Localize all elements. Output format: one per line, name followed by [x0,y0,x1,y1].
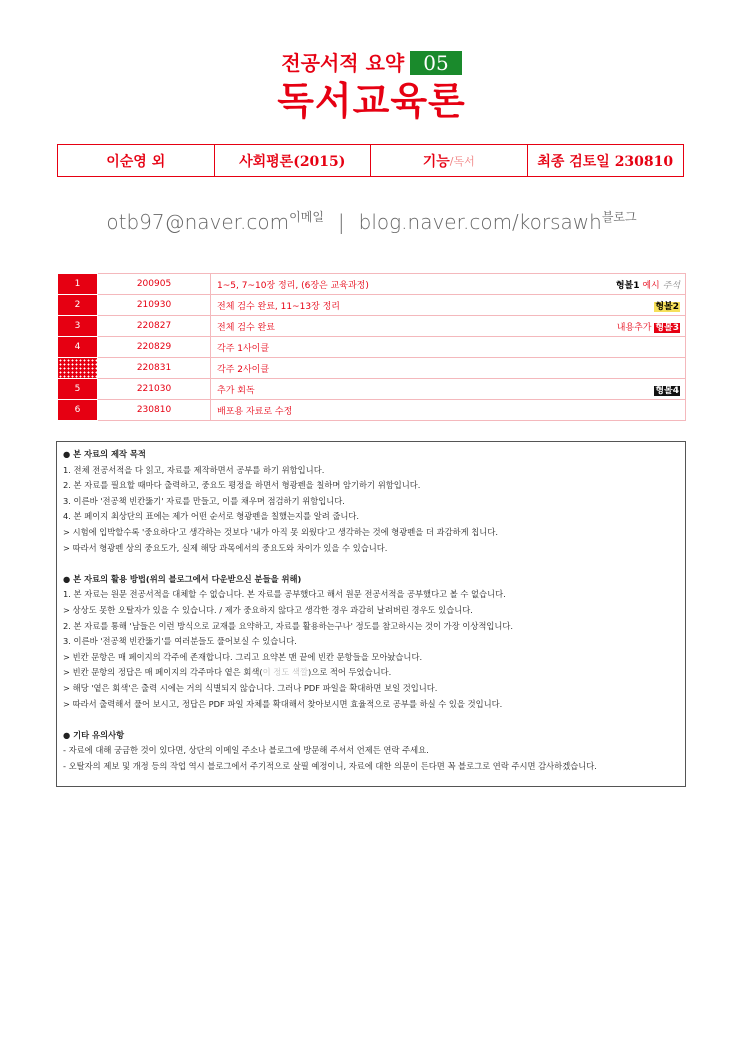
review-date-cell: 최종 검토일 230810 [527,145,684,176]
volume-number: 05 [410,51,461,75]
contact-separator: | [337,210,345,234]
note-line: 4. 본 페이지 최상단의 표에는 제가 어떤 순서로 형광펜을 칠했는지를 알려 줍니다. [63,511,360,522]
note-line: > 빈칸 문항은 매 페이지의 각주에 존재합니다. 그리고 요약본 맨 끝에 빈칸 문항들을 모아놨습니다. [63,651,423,662]
row-desc-text: 전체 검수 완료 [217,322,275,333]
note-line: - 자료에 대해 궁금한 것이 있다면, 상단의 이메일 주소나 블로그에 방문해 주셔서 언제든 연락 주세요. [63,745,429,756]
section-heading-usage: ● 본 자료의 활용 방법(위의 블로그에서 다운받으신 분들을 위해) [63,573,302,584]
blog-label: 블로그 [601,210,637,224]
category-cell [370,145,527,176]
email-link[interactable]: otb97@naver.com [106,210,290,234]
spacer [63,556,679,572]
table-row [58,358,686,379]
note-text: > 빈칸 문항의 정답은 매 페이지의 각주마다 옅은 회색( [63,667,263,678]
tag-note: 주석 [662,281,680,291]
note-line: - 오탈자의 제보 및 개정 등의 작업 역시 블로그에서 주기적으로 살필 예정이니, 자료에 대한 의문이 든다면 꼭 블로그로 연락 주시면 감사하겠습니다. [63,760,597,771]
row-index: 1 [58,274,98,295]
publisher-cell: 사회평론(2015) [214,145,371,176]
notes-box [56,441,686,787]
table-row [58,295,686,316]
row-date: 221030 [98,379,211,400]
row-index [58,358,98,379]
gray-sample-text: 이 정도 색깔 [262,667,308,678]
row-index: 2 [58,295,98,316]
note-line: > 상상도 못한 오탈자가 있을 수 있습니다. / 제가 중요하지 않다고 생각한 경우 과감히 날려버린 경우도 있습니다. [63,604,473,615]
row-desc [211,316,686,337]
note-line: > 시험에 입박할수록 '중요하다'고 생각하는 것보다 '내가 아직 못 외웠다'고 생각하는 것에 형광펜을 더 과감하게 칩니다. [63,526,498,537]
note-line [63,665,679,681]
row-desc-text: 추가 회독 [217,385,255,396]
tag-highlight-2: 형볼2 [655,302,679,312]
note-line: 1. 전체 전공서적을 다 읽고, 자료를 제작하면서 공부를 하기 위함입니다. [63,464,325,475]
tag-example: 예시 [642,281,660,291]
table-row [58,400,686,421]
tag-highlight-4: 형볼4 [655,386,679,396]
note-line: 1. 본 자료는 원문 전공서적을 대체할 수 없습니다. 본 자료를 공부했다고 해서 원문 전공서적을 공부했다고 볼 수 없습니다. [63,589,506,600]
row-desc-text: 1~5, 7~10장 정리, (6장은 교육과정) [217,280,369,291]
row-tag [616,278,680,291]
note-line: > 따라서 형광펜 상의 중요도가, 실제 해당 과목에서의 중요도와 차이가 있을 수 있습니다. [63,542,388,553]
subtitle-text: 전공서적 요약 [281,51,405,75]
table-row [58,337,686,358]
row-desc: 각주 2사이클 [211,358,686,379]
note-text: )으로 적어 두었습니다. [307,667,392,678]
note-line: > 따라서 출력해서 풀어 보시고, 정답은 PDF 파일 자체를 확대해서 찾아보시면 효율적으로 공부를 하실 수 있을 것입니다. [63,698,503,709]
table-row [58,379,686,400]
page-title: 독서교육론 [277,79,466,123]
row-date: 230810 [98,400,211,421]
note-line: 3. 이른바 '전공책 빈칸뚫기'를 여러분들도 풀어보실 수 있습니다. [63,636,297,647]
row-tag [654,299,680,312]
row-index: 3 [58,316,98,337]
tag-added: 내용추가 [616,323,652,333]
row-desc [211,295,686,316]
subtitle [0,50,743,76]
row-desc [211,274,686,295]
note-line: 2. 본 자료를 통해 '남들은 이런 방식으로 교재를 요약하고, 자료를 활용하는구나' 정도를 참고하시는 것이 가장 이상적입니다. [63,620,514,631]
row-desc [211,379,686,400]
row-desc: 배포용 자료로 수정 [211,400,686,421]
blog-link[interactable]: blog.naver.com/korsawh [358,210,602,234]
row-date: 220827 [98,316,211,337]
contact-line [0,210,743,234]
row-date: 200905 [98,274,211,295]
row-desc: 각주 1사이클 [211,337,686,358]
author-cell: 이순영 외 [106,153,166,170]
note-line: > 해당 '옅은 회색'은 출력 시에는 거의 식별되지 않습니다. 그러나 PDF 파일을 확대하면 보일 것입니다. [63,682,438,693]
row-index: 4 [58,337,98,358]
title-block [0,50,743,124]
tag-highlight-3: 형볼3 [655,323,679,333]
row-tag [654,383,680,396]
note-line: 2. 본 자료를 필요할 때마다 출력하고, 중요도 평정을 하면서 형광펜을 칠하며 암기하기 위함입니다. [63,480,421,491]
row-date: 210930 [98,295,211,316]
note-line: 3. 이른바 '전공책 빈칸뚫기' 자료를 만들고, 이를 채우며 점검하기 위함입니다. [63,495,345,506]
row-tag [617,320,680,333]
section-heading-misc: ● 기타 유의사항 [63,729,125,740]
row-date: 220829 [98,337,211,358]
email-label: 이메일 [289,210,324,224]
spacer [63,712,679,728]
table-row [58,316,686,337]
row-date: 220831 [98,358,211,379]
category-light: /독서 [449,154,475,168]
category-bold: 기능 [422,153,450,170]
revision-log-table [57,273,686,421]
table-row [58,274,686,295]
section-heading-purpose: ● 본 자료의 제작 목적 [63,449,146,459]
row-index: 5 [58,379,98,400]
row-index: 6 [58,400,98,421]
tag-highlight-1: 형볼1 [615,281,640,291]
row-desc-text: 전체 검수 완료, 11~13장 정리 [217,301,340,312]
book-info-bar [57,144,684,177]
